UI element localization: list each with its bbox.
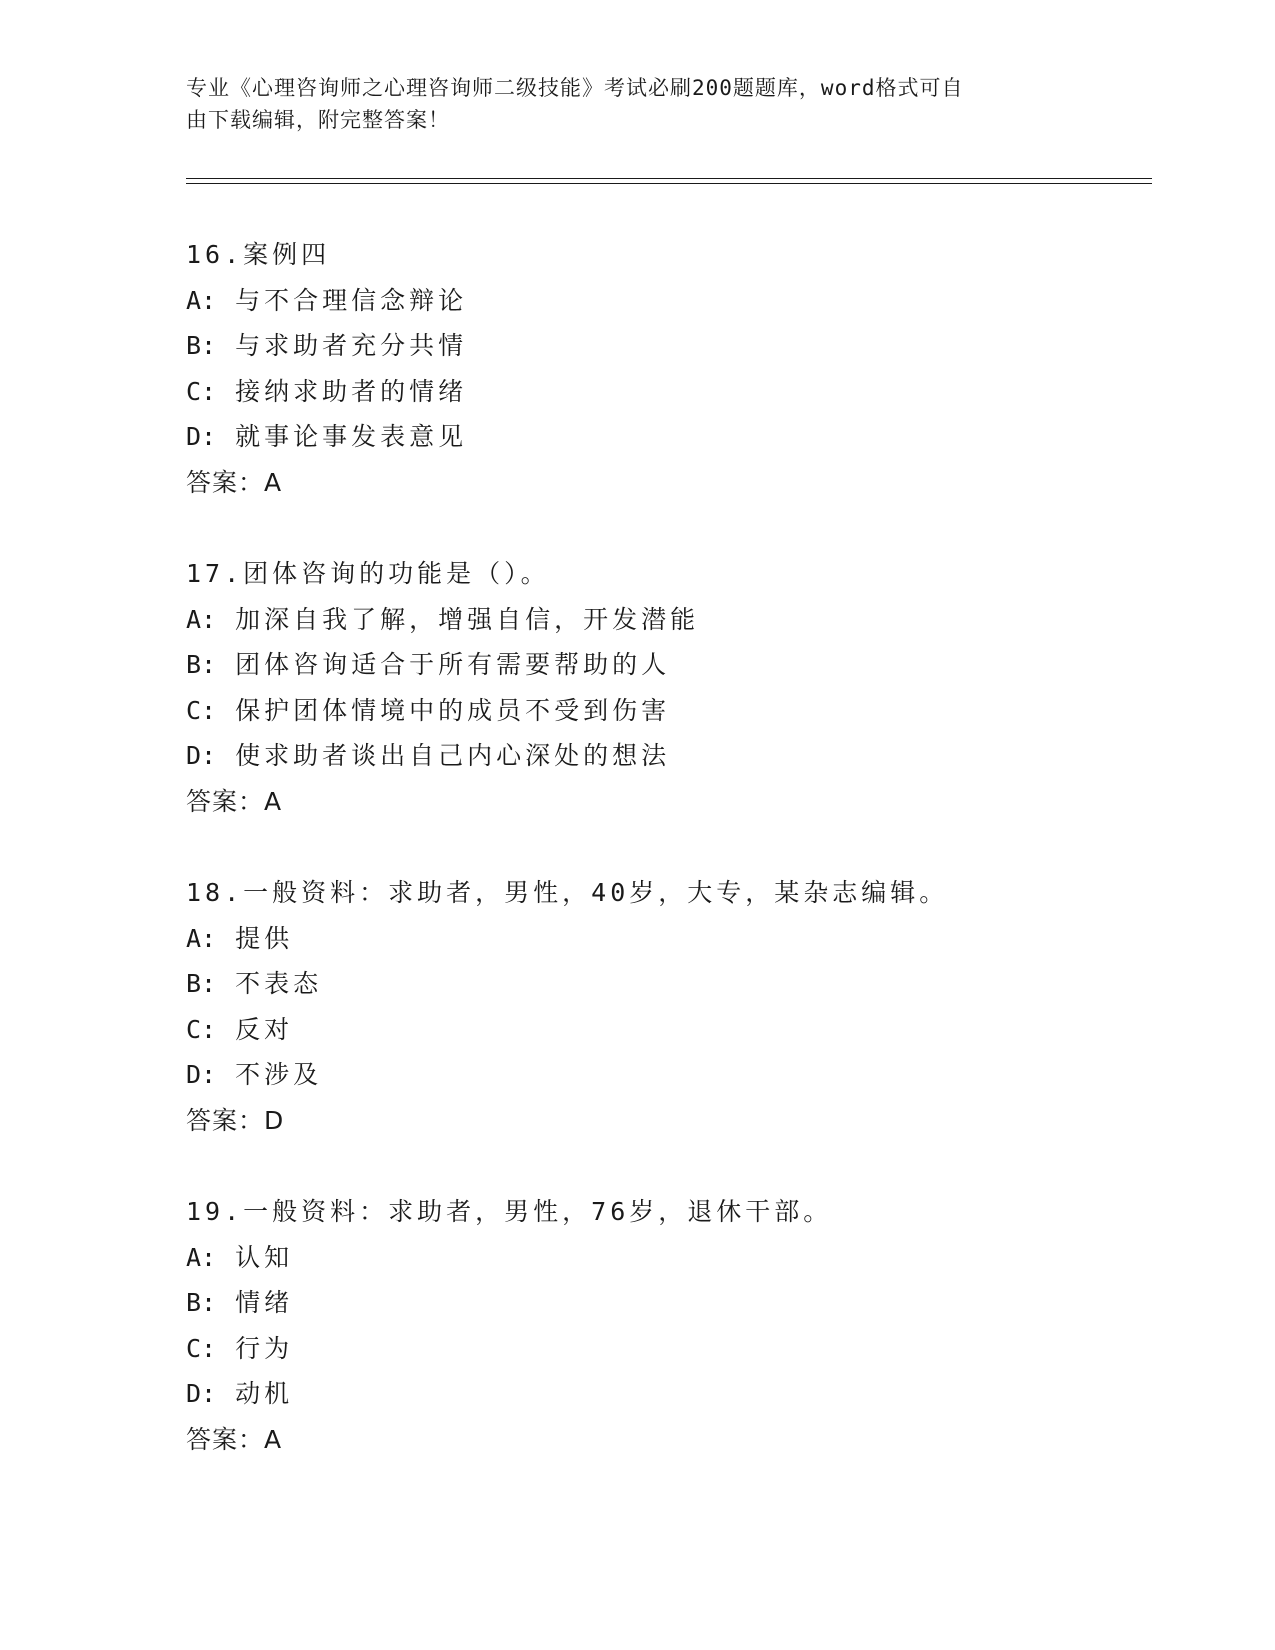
- option-c: [186, 1007, 1166, 1053]
- answer-line: [186, 779, 1166, 825]
- option-key: D:: [186, 422, 217, 451]
- option-text: 认知: [235, 1242, 294, 1272]
- answer-line: [186, 460, 1166, 506]
- option-key: D:: [186, 741, 217, 770]
- option-text: 加深自我了解，增强自信，开发潜能: [235, 604, 700, 634]
- option-key: B:: [186, 969, 217, 998]
- option-a: [186, 916, 1166, 962]
- question-number: 18.: [186, 878, 244, 907]
- option-b: [186, 323, 1166, 369]
- option-key: C:: [186, 1014, 217, 1044]
- document-header: [186, 72, 1066, 136]
- question-17: [186, 551, 1166, 824]
- option-d: [186, 733, 1166, 779]
- option-text: 不涉及: [235, 1060, 323, 1089]
- option-text: 团体咨询适合于所有需要帮助的人: [235, 650, 671, 679]
- option-text: 情绪: [235, 1288, 294, 1317]
- option-d: [186, 414, 1166, 460]
- question-number: 19.: [186, 1197, 244, 1226]
- header-line-1: 专业《心理咨询师之心理咨询师二级技能》考试必刷200题题库，word格式可自: [186, 76, 964, 100]
- option-key: A:: [186, 1242, 217, 1272]
- option-text: 接纳求助者的情绪: [235, 376, 468, 406]
- answer-line: [186, 1098, 1166, 1144]
- option-text: 动机: [235, 1379, 294, 1408]
- option-d: [186, 1371, 1166, 1417]
- option-text: 与求助者充分共情: [235, 331, 468, 360]
- answer-label: 答案：: [186, 786, 265, 816]
- option-b: [186, 642, 1166, 688]
- option-key: C:: [186, 1333, 217, 1363]
- option-a: [186, 1235, 1166, 1281]
- option-c: [186, 1326, 1166, 1372]
- question-stem: [186, 232, 1166, 278]
- answer-value: A: [264, 786, 283, 816]
- option-key: B:: [186, 1288, 217, 1317]
- question-19: [186, 1189, 1166, 1462]
- answer-line: [186, 1417, 1166, 1463]
- option-a: [186, 597, 1166, 643]
- question-text: 一般资料：求助者，男性，40岁，大专，某杂志编辑。: [243, 878, 949, 907]
- answer-value: A: [264, 1424, 283, 1454]
- header-line-2: 由下载编辑，附完整答案！: [186, 108, 450, 132]
- option-key: B:: [186, 650, 217, 679]
- question-number: 17.: [186, 559, 244, 588]
- question-number: 16.: [186, 240, 244, 269]
- question-stem: [186, 1189, 1166, 1235]
- question-18: [186, 870, 1166, 1143]
- option-key: A:: [186, 923, 217, 953]
- option-b: [186, 961, 1166, 1007]
- option-key: D:: [186, 1379, 217, 1408]
- option-key: C:: [186, 695, 217, 725]
- header-divider-bottom: [186, 183, 1152, 184]
- option-key: B:: [186, 331, 217, 360]
- option-key: C:: [186, 376, 217, 406]
- question-text: 案例四: [243, 240, 331, 269]
- option-text: 与不合理信念辩论: [235, 285, 468, 315]
- question-text: 一般资料：求助者，男性，76岁，退休干部。: [243, 1197, 833, 1226]
- option-a: [186, 278, 1166, 324]
- answer-value: A: [264, 467, 283, 497]
- option-key: D:: [186, 1060, 217, 1089]
- option-text: 就事论事发表意见: [235, 422, 468, 451]
- answer-label: 答案：: [186, 1424, 265, 1454]
- question-stem: [186, 551, 1166, 597]
- option-text: 不表态: [235, 969, 323, 998]
- option-d: [186, 1052, 1166, 1098]
- header-divider-top: [186, 178, 1152, 179]
- option-text: 保护团体情境中的成员不受到伤害: [235, 695, 671, 725]
- option-key: A:: [186, 285, 217, 315]
- option-text: 使求助者谈出自己内心深处的想法: [235, 741, 671, 770]
- question-text: 团体咨询的功能是（）。: [243, 559, 550, 588]
- answer-label: 答案：: [186, 1105, 265, 1135]
- question-16: [186, 232, 1166, 505]
- option-key: A:: [186, 604, 217, 634]
- option-text: 反对: [235, 1014, 294, 1044]
- option-text: 行为: [235, 1333, 294, 1363]
- question-stem: [186, 870, 1166, 916]
- option-c: [186, 688, 1166, 734]
- option-c: [186, 369, 1166, 415]
- option-text: 提供: [235, 923, 294, 953]
- option-b: [186, 1280, 1166, 1326]
- answer-value: D: [264, 1105, 285, 1135]
- answer-label: 答案：: [186, 467, 265, 497]
